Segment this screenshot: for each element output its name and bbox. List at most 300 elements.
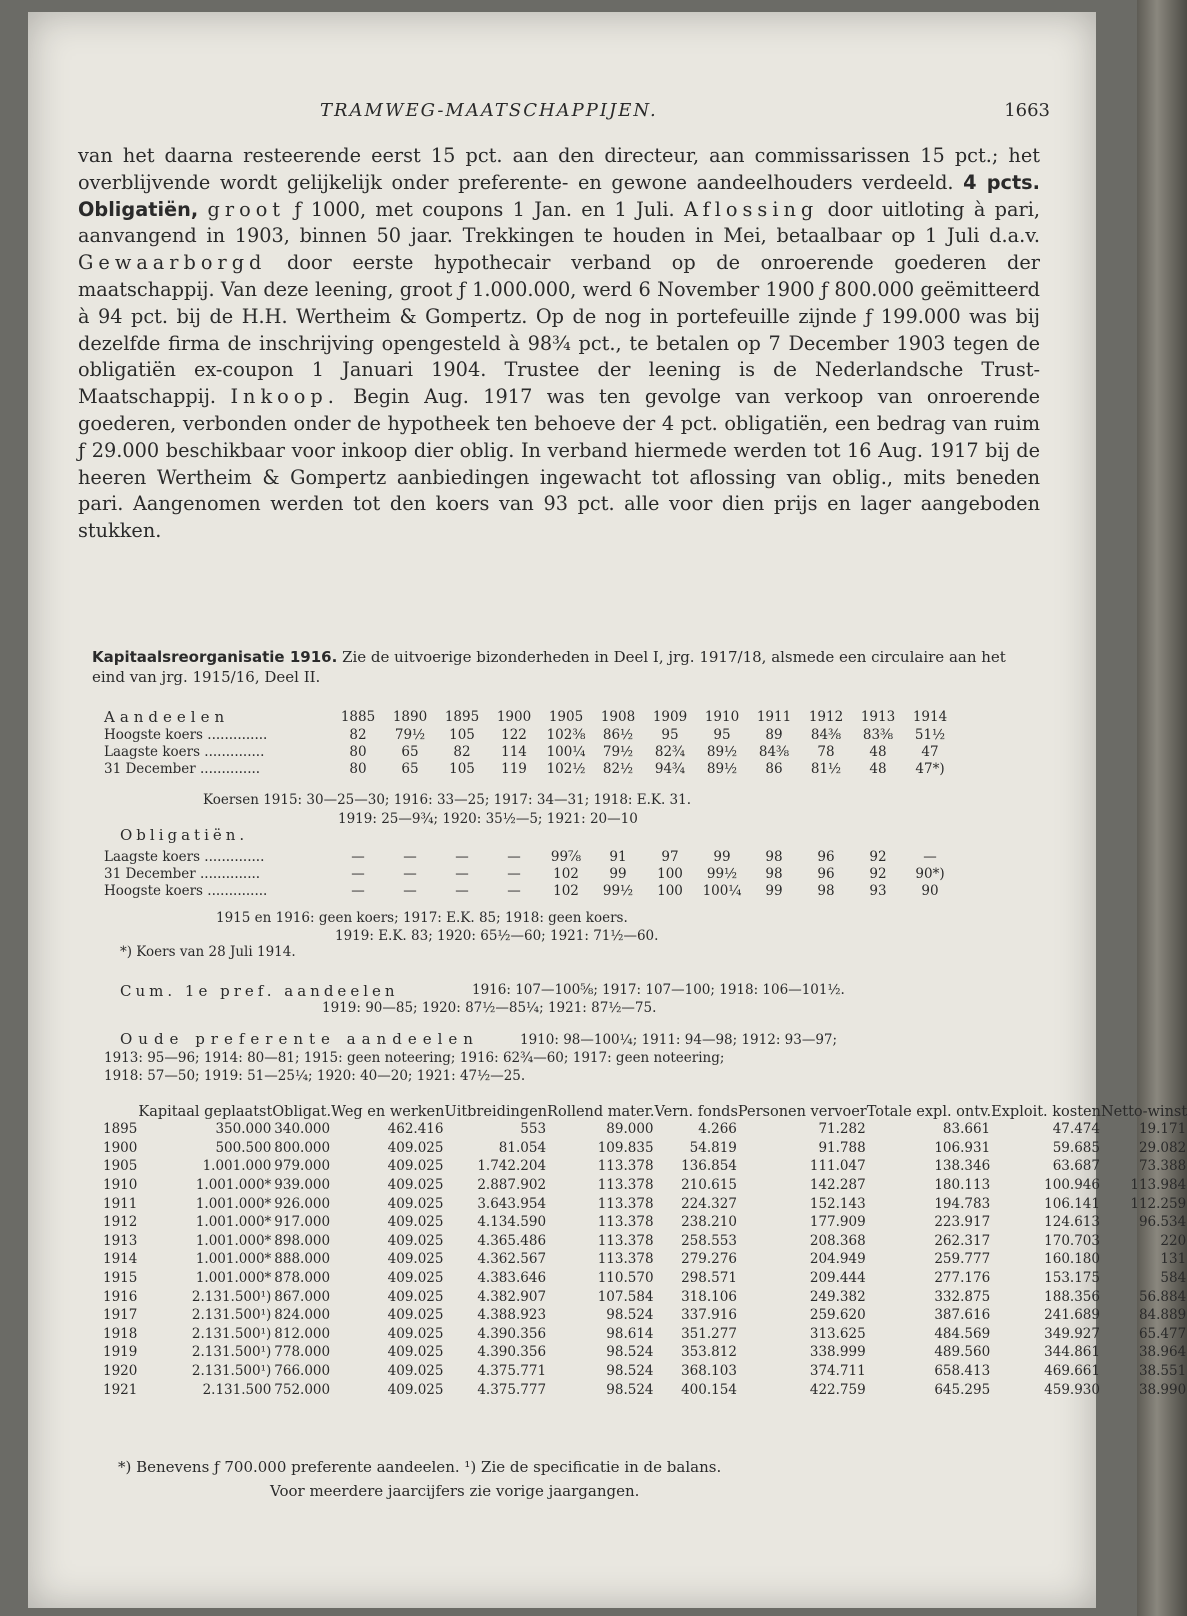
table-cell: 100 bbox=[657, 882, 683, 899]
table-cell: 351.277 bbox=[681, 1325, 737, 1342]
table-cell: 71.282 bbox=[818, 1121, 866, 1138]
table-cell: 100.946 bbox=[1044, 1177, 1100, 1194]
table-cell: 2.887.902 bbox=[477, 1177, 547, 1194]
table-cell: 99⅞ bbox=[550, 848, 582, 865]
table-cell: 1.001.000* bbox=[195, 1251, 272, 1268]
table-cell: 112.259 bbox=[1130, 1195, 1187, 1212]
table-cell: 89½ bbox=[706, 743, 738, 760]
table-cell: 409.025 bbox=[387, 1232, 444, 1249]
table-cell: — bbox=[455, 848, 469, 865]
table-cell: 926.000 bbox=[274, 1195, 331, 1212]
table-cell: 409.025 bbox=[387, 1363, 444, 1380]
table-cell: 19.171 bbox=[1138, 1121, 1187, 1138]
table-cell: 4.390.356 bbox=[477, 1344, 547, 1361]
table-cell: 119 bbox=[501, 760, 527, 777]
reorganisation-note: Kapitaalsreorganisatie 1916. Zie de uitvoerige bizonderheden in Deel I, jrg. 1917/18, alsmede een circulaire aan het eind van jrg. 1915/16, Deel II. bbox=[92, 648, 1006, 686]
oude-line-3: 1918: 57—50; 1919: 51—25¼; 1920: 40—20; 1921: 47½—25. bbox=[104, 1068, 526, 1084]
table-cell: 422.759 bbox=[809, 1381, 866, 1398]
table-row bbox=[102, 1306, 1187, 1325]
year-header: 1910 bbox=[704, 709, 740, 725]
table-cell: 188.356 bbox=[1044, 1288, 1100, 1305]
table-cell: 95 bbox=[713, 726, 731, 743]
table-cell: 878.000 bbox=[274, 1270, 331, 1287]
table-cell: 99 bbox=[609, 865, 627, 882]
table-cell: 80 bbox=[349, 760, 367, 777]
table-cell: 80 bbox=[349, 743, 367, 760]
table-cell: 500.500 bbox=[215, 1139, 272, 1156]
table-row bbox=[102, 1139, 1187, 1158]
table-cell: 65 bbox=[401, 760, 419, 777]
table-cell: 917.000 bbox=[274, 1214, 331, 1231]
table-cell: — bbox=[351, 848, 365, 865]
year-cell: 1917 bbox=[103, 1307, 138, 1324]
table-cell: 368.103 bbox=[681, 1363, 737, 1380]
table-cell: 238.210 bbox=[681, 1214, 737, 1231]
table-cell: 400.154 bbox=[681, 1381, 737, 1398]
table-cell: 84⅜ bbox=[758, 743, 790, 760]
table-cell: 113.378 bbox=[597, 1214, 654, 1231]
year-cell: 1911 bbox=[103, 1195, 138, 1212]
table-cell: 258.553 bbox=[681, 1232, 737, 1249]
table-cell: 2.131.500¹) bbox=[191, 1344, 272, 1361]
table-cell: 279.276 bbox=[681, 1251, 737, 1268]
year-cell: 1915 bbox=[103, 1270, 138, 1287]
table-cell: 177.909 bbox=[809, 1214, 866, 1231]
table-cell: 83.661 bbox=[942, 1121, 991, 1138]
year-cell: 1912 bbox=[103, 1214, 138, 1231]
table-cell: 110.570 bbox=[597, 1270, 654, 1287]
oude-label: Oude preferente aandeelen bbox=[120, 1030, 479, 1048]
table-cell: 48 bbox=[869, 743, 887, 760]
table-cell: 100¼ bbox=[546, 743, 586, 760]
table-cell: 59.685 bbox=[1052, 1139, 1100, 1156]
table-cell: 79½ bbox=[602, 743, 634, 760]
table-cell: 38.964 bbox=[1138, 1344, 1187, 1361]
table-cell: 90 bbox=[921, 882, 939, 899]
table-cell: — bbox=[403, 865, 417, 882]
table-cell: 387.616 bbox=[934, 1307, 991, 1324]
year-cell: 1919 bbox=[103, 1344, 138, 1361]
table-row bbox=[104, 760, 956, 777]
row-label: Hoogste koers .............. bbox=[104, 726, 268, 743]
table-cell: 898.000 bbox=[274, 1232, 331, 1249]
table-cell: 3.643.954 bbox=[477, 1195, 547, 1212]
table-cell: 812.000 bbox=[274, 1325, 331, 1342]
table-cell: 223.917 bbox=[934, 1214, 991, 1231]
table-cell: 204.949 bbox=[809, 1251, 866, 1268]
table-cell: 51½ bbox=[914, 726, 946, 743]
table-cell: 409.025 bbox=[387, 1344, 444, 1361]
table-row bbox=[102, 1194, 1187, 1213]
table-cell: 4.362.567 bbox=[477, 1251, 547, 1268]
table-row bbox=[104, 882, 956, 899]
column-header: Rollend mater. bbox=[547, 1104, 655, 1120]
table-cell: 1.001.000 bbox=[202, 1158, 272, 1175]
year-cell: 1910 bbox=[103, 1177, 138, 1194]
column-header: Uitbreidingen bbox=[444, 1104, 548, 1120]
page-header bbox=[90, 100, 1050, 130]
obligatien-heading: 4 pcts. Obligatiën, bbox=[78, 170, 1040, 221]
year-cell: 1918 bbox=[103, 1325, 138, 1342]
table-cell: 65.477 bbox=[1138, 1325, 1187, 1342]
table-cell: 1.001.000* bbox=[195, 1214, 272, 1231]
table-cell: 100 bbox=[657, 865, 683, 882]
table-cell: 409.025 bbox=[387, 1251, 444, 1268]
koersen-line-2: 1919: 25—9¾; 1920: 35½—5; 1921: 20—10 bbox=[338, 811, 638, 827]
table-cell: 259.620 bbox=[809, 1307, 866, 1324]
table-cell: 209.444 bbox=[809, 1270, 866, 1287]
bond-note-2: 1919: E.K. 83; 1920: 65½—60; 1921: 71½—60. bbox=[335, 928, 659, 944]
table-cell: 824.000 bbox=[274, 1307, 331, 1324]
table-row bbox=[102, 1325, 1187, 1344]
share-price-table bbox=[104, 708, 956, 777]
column-header: Obligat. bbox=[272, 1104, 332, 1120]
table-cell: 409.025 bbox=[387, 1139, 444, 1156]
intro-paragraph: van het daarna resteerende eerst 15 pct. aan den directeur, aan commissarissen 15 pct.; het overblijvende wordt gelijkelijk onder preferente- en gewone aandeelhouders verdeeld. 4 pcts. Obligatiën, groot ƒ 1000, met coupons 1 Jan. en 1 Juli. Aflossing door uitloting à pari, aanvangend in 1903, binnen 50 jaar. Trekkingen te houden in Mei, betaalbaar op 1 Juli d.a.v. Gewaarborgd door eerste hypothecair verband op de onroerende goederen der maatschappij. Van deze leening, groot ƒ 1.000.000, werd 6 November 1900 ƒ 800.000 geëmitteerd à 94 pct. bij de H.H. Wertheim & Gompertz. Op de nog in portefeuille zijnde ƒ 199.000 was bij dezelfde firma de inschrijving opengesteld à 98¾ pct., te betalen op 7 December 1903 tegen de obligatiën ex-coupon 1 Januari 1904. Trustee der leening is de Nederlandsche Trust-Maatschappij. Inkoop. Begin Aug. 1917 was ten gevolge van verkoop van onroerende goederen, verbonden onder de hypotheek ten behoeve der 4 pct. obligatiën, een bedrag van ruim ƒ 29.000 beschikbaar voor inkoop dier oblig. In verband hiermede werden tot 16 Aug. 1917 bij de heeren Wertheim & Gompertz aanbiedingen ingewacht tot aflossing van oblig., mits beneden pari. Aangenomen werden tot den koers van 93 pct. alle voor dien prijs en lager aangeboden stukken. bbox=[78, 144, 1040, 543]
year-cell: 1916 bbox=[103, 1288, 138, 1305]
table-cell: 98.524 bbox=[606, 1307, 654, 1324]
row-label: Laagste koers .............. bbox=[104, 848, 265, 865]
table-cell: — bbox=[455, 865, 469, 882]
table-row bbox=[104, 726, 956, 743]
table-cell: 194.783 bbox=[934, 1195, 991, 1212]
table-cell: 109.835 bbox=[597, 1139, 654, 1156]
column-header: Weg en werken bbox=[331, 1104, 445, 1120]
table-cell: 4.134.590 bbox=[477, 1214, 547, 1231]
table-cell: 752.000 bbox=[274, 1381, 331, 1398]
table-cell: 47 bbox=[921, 743, 939, 760]
table-cell: 90*) bbox=[915, 865, 945, 882]
row-label: Hoogste koers .............. bbox=[104, 882, 268, 899]
table-cell: 584 bbox=[1160, 1270, 1187, 1287]
table-row bbox=[102, 1343, 1187, 1362]
table-cell: 89 bbox=[765, 726, 783, 743]
column-header: Totale expl. ontv. bbox=[866, 1104, 992, 1120]
table-cell: 344.861 bbox=[1044, 1344, 1100, 1361]
table-row bbox=[102, 1176, 1187, 1195]
table-cell: — bbox=[507, 848, 521, 865]
row-label: 31 December .............. bbox=[104, 760, 261, 777]
table-cell: 4.390.356 bbox=[477, 1325, 547, 1342]
table-row bbox=[104, 743, 956, 760]
table-cell: 29.082 bbox=[1138, 1139, 1187, 1156]
year-header: 1912 bbox=[808, 709, 844, 725]
table-cell: 2.131.500¹) bbox=[191, 1363, 272, 1380]
table-row bbox=[102, 1269, 1187, 1288]
table-cell: 1.001.000* bbox=[195, 1195, 272, 1212]
financial-footnote: *) Benevens ƒ 700.000 preferente aandeelen. ¹) Zie de specificatie in de balans. bbox=[118, 1458, 722, 1476]
table-row bbox=[104, 865, 956, 882]
table-cell: 102 bbox=[553, 865, 579, 882]
year-header: 1885 bbox=[340, 709, 376, 725]
table-cell: 142.287 bbox=[809, 1177, 866, 1194]
year-header: 1900 bbox=[496, 709, 532, 725]
table-cell: 113.378 bbox=[597, 1158, 654, 1175]
table-cell: 73.388 bbox=[1138, 1158, 1187, 1175]
closing-note: Voor meerdere jaarcijfers zie vorige jaargangen. bbox=[270, 1482, 640, 1500]
oude-line-1: 1910: 98—100¼; 1911: 94—98; 1912: 93—97; bbox=[520, 1032, 838, 1048]
table-cell: 1.742.204 bbox=[477, 1158, 547, 1175]
table-cell: 89.000 bbox=[606, 1121, 654, 1138]
table-cell: — bbox=[923, 848, 937, 865]
table-cell: 1.001.000* bbox=[195, 1270, 272, 1287]
table-cell: 82½ bbox=[602, 760, 634, 777]
table-cell: 82 bbox=[453, 743, 471, 760]
koersen-line-1: Koersen 1915: 30—25—30; 1916: 33—25; 1917: 34—31; 1918: E.K. 31. bbox=[203, 792, 692, 808]
table-cell: 800.000 bbox=[274, 1139, 331, 1156]
table-cell: 224.327 bbox=[681, 1195, 737, 1212]
year-header: 1890 bbox=[392, 709, 428, 725]
table-cell: 332.875 bbox=[934, 1288, 991, 1305]
table-cell: 113.378 bbox=[597, 1232, 654, 1249]
table-cell: 4.266 bbox=[698, 1121, 737, 1138]
table-cell: 106.931 bbox=[934, 1139, 991, 1156]
table-cell: — bbox=[351, 882, 365, 899]
table-row bbox=[102, 1287, 1187, 1306]
year-header: 1905 bbox=[548, 709, 584, 725]
table-cell: 298.571 bbox=[681, 1270, 737, 1287]
cum-line-2: 1919: 90—85; 1920: 87½—85¼; 1921: 87½—75. bbox=[322, 1000, 657, 1016]
table-row bbox=[102, 1232, 1187, 1251]
bond-note-1: 1915 en 1916: geen koers; 1917: E.K. 85; 1918: geen koers. bbox=[216, 910, 628, 926]
table-cell: 113.378 bbox=[597, 1251, 654, 1268]
table-cell: 778.000 bbox=[274, 1344, 331, 1361]
bond-price-table bbox=[104, 848, 956, 899]
table-cell: 553 bbox=[520, 1121, 547, 1138]
table-cell: 338.999 bbox=[809, 1344, 866, 1361]
table-cell: 98 bbox=[817, 882, 835, 899]
table-cell: — bbox=[455, 882, 469, 899]
table-cell: 170.703 bbox=[1044, 1232, 1100, 1249]
table-cell: 114 bbox=[501, 743, 527, 760]
table-cell: 153.175 bbox=[1044, 1270, 1100, 1287]
table-cell: 99½ bbox=[602, 882, 634, 899]
year-header: 1914 bbox=[912, 709, 948, 725]
column-header: Kapitaal geplaatst bbox=[138, 1104, 273, 1120]
table-cell: 105 bbox=[449, 760, 475, 777]
table-cell: — bbox=[507, 882, 521, 899]
table-cell: 349.927 bbox=[1044, 1325, 1100, 1342]
table-cell: 124.613 bbox=[1044, 1214, 1100, 1231]
table-cell: 1.001.000* bbox=[195, 1232, 272, 1249]
table-row bbox=[104, 708, 956, 726]
year-header: 1908 bbox=[600, 709, 636, 725]
table-cell: 63.687 bbox=[1052, 1158, 1100, 1175]
table-cell: — bbox=[403, 848, 417, 865]
table-cell: 409.025 bbox=[387, 1195, 444, 1212]
table-cell: 92 bbox=[869, 865, 887, 882]
table-cell: 107.584 bbox=[597, 1288, 654, 1305]
financial-table bbox=[102, 1104, 1187, 1399]
table-cell: — bbox=[507, 865, 521, 882]
column-header: Vern. fonds bbox=[654, 1104, 738, 1120]
table-cell: 111.047 bbox=[809, 1158, 866, 1175]
cum-line-1: 1916: 107—100⅝; 1917: 107—100; 1918: 106—101½. bbox=[472, 982, 845, 998]
table-cell: 83⅜ bbox=[862, 726, 894, 743]
table-cell: 102 bbox=[553, 882, 579, 899]
year-cell: 1905 bbox=[103, 1158, 138, 1175]
table-cell: 484.569 bbox=[934, 1325, 991, 1342]
table-cell: 99 bbox=[713, 848, 731, 865]
table-cell: 249.382 bbox=[809, 1288, 866, 1305]
aandeelen-label: Aandeelen bbox=[104, 708, 230, 726]
table-cell: 65 bbox=[401, 743, 419, 760]
table-cell: 105 bbox=[449, 726, 475, 743]
table-cell: 38.990 bbox=[1138, 1381, 1187, 1398]
table-cell: 113.378 bbox=[597, 1177, 654, 1194]
table-cell: 152.143 bbox=[809, 1195, 866, 1212]
table-cell: 47*) bbox=[915, 760, 945, 777]
table-cell: 409.025 bbox=[387, 1270, 444, 1287]
table-cell: 489.560 bbox=[934, 1344, 991, 1361]
table-cell: 353.812 bbox=[681, 1344, 737, 1361]
row-label: 31 December .............. bbox=[104, 865, 261, 882]
table-cell: 89½ bbox=[706, 760, 738, 777]
table-cell: 54.819 bbox=[689, 1139, 737, 1156]
table-cell: 96.534 bbox=[1138, 1214, 1187, 1231]
table-cell: 645.295 bbox=[934, 1381, 991, 1398]
table-cell: 208.368 bbox=[809, 1232, 866, 1249]
table-cell: 409.025 bbox=[387, 1325, 444, 1342]
year-header: 1909 bbox=[652, 709, 688, 725]
table-cell: 86 bbox=[765, 760, 783, 777]
table-cell: 86½ bbox=[602, 726, 634, 743]
table-cell: 337.916 bbox=[681, 1307, 737, 1324]
page-number: 1663 bbox=[1004, 100, 1050, 121]
table-cell: 106.141 bbox=[1044, 1195, 1100, 1212]
table-row bbox=[104, 848, 956, 865]
table-cell: 96 bbox=[817, 848, 835, 865]
table-cell: 409.025 bbox=[387, 1381, 444, 1398]
table-cell: 313.625 bbox=[809, 1325, 866, 1342]
table-cell: 318.106 bbox=[681, 1288, 737, 1305]
table-cell: 98.524 bbox=[606, 1363, 654, 1380]
row-label: Laagste koers .............. bbox=[104, 743, 265, 760]
table-cell: 888.000 bbox=[274, 1251, 331, 1268]
table-cell: 241.689 bbox=[1044, 1307, 1100, 1324]
table-cell: 658.413 bbox=[934, 1363, 991, 1380]
reorg-heading: Kapitaalsreorganisatie 1916. bbox=[92, 648, 338, 666]
table-cell: 4.383.646 bbox=[477, 1270, 547, 1287]
table-cell: 91.788 bbox=[818, 1139, 866, 1156]
table-cell: 4.388.923 bbox=[477, 1307, 547, 1324]
column-header bbox=[102, 1104, 138, 1120]
table-cell: — bbox=[351, 865, 365, 882]
table-cell: 409.025 bbox=[387, 1158, 444, 1175]
table-cell: 94¾ bbox=[654, 760, 686, 777]
table-cell: 81.054 bbox=[498, 1139, 547, 1156]
table-cell: 210.615 bbox=[681, 1177, 737, 1194]
table-cell: 4.375.777 bbox=[477, 1381, 547, 1398]
cum-label: Cum. 1e pref. aandeelen bbox=[120, 982, 399, 1000]
table-cell: 867.000 bbox=[274, 1288, 331, 1305]
year-header: 1895 bbox=[444, 709, 480, 725]
table-cell: 82¾ bbox=[654, 743, 686, 760]
table-cell: 92 bbox=[869, 848, 887, 865]
year-cell: 1913 bbox=[103, 1232, 138, 1249]
obligatien-label: Obligatiën. bbox=[120, 826, 249, 844]
table-cell: 462.416 bbox=[387, 1121, 444, 1138]
oude-line-2: 1913: 95—96; 1914: 80—81; 1915: geen noteering; 1916: 62¾—60; 1917: geen noteering; bbox=[104, 1050, 725, 1066]
table-cell: 100¼ bbox=[702, 882, 742, 899]
table-cell: 766.000 bbox=[274, 1363, 331, 1380]
table-cell: 81½ bbox=[810, 760, 842, 777]
table-cell: 98 bbox=[765, 848, 783, 865]
table-cell: 91 bbox=[609, 848, 627, 865]
bond-footnote: *) Koers van 28 Juli 1914. bbox=[120, 944, 296, 960]
table-cell: 259.777 bbox=[934, 1251, 991, 1268]
table-cell: 82 bbox=[349, 726, 367, 743]
column-header: Netto-winst bbox=[1100, 1104, 1187, 1120]
table-cell: 79½ bbox=[394, 726, 426, 743]
table-cell: 95 bbox=[661, 726, 679, 743]
table-cell: 979.000 bbox=[274, 1158, 331, 1175]
table-cell: 469.661 bbox=[1044, 1363, 1100, 1380]
table-cell: 277.176 bbox=[934, 1270, 991, 1287]
table-cell: — bbox=[403, 882, 417, 899]
table-cell: 98.524 bbox=[606, 1344, 654, 1361]
table-cell: 2.131.500¹) bbox=[191, 1307, 272, 1324]
table-cell: 122 bbox=[501, 726, 527, 743]
table-cell: 99 bbox=[765, 882, 783, 899]
table-cell: 38.551 bbox=[1138, 1363, 1187, 1380]
table-cell: 340.000 bbox=[274, 1121, 331, 1138]
table-cell: 113.378 bbox=[597, 1195, 654, 1212]
table-cell: 4.365.486 bbox=[477, 1232, 547, 1249]
table-row bbox=[102, 1120, 1187, 1139]
year-cell: 1914 bbox=[103, 1251, 138, 1268]
table-cell: 459.930 bbox=[1044, 1381, 1100, 1398]
table-cell: 102½ bbox=[546, 760, 586, 777]
table-cell: 138.346 bbox=[934, 1158, 991, 1175]
table-cell: 93 bbox=[869, 882, 887, 899]
table-cell: 97 bbox=[661, 848, 679, 865]
table-cell: 409.025 bbox=[387, 1214, 444, 1231]
column-header: Exploit. kosten bbox=[991, 1104, 1101, 1120]
table-cell: 409.025 bbox=[387, 1307, 444, 1324]
table-cell: 98 bbox=[765, 865, 783, 882]
table-cell: 136.854 bbox=[681, 1158, 737, 1175]
table-cell: 2.131.500¹) bbox=[191, 1288, 272, 1305]
year-header: 1911 bbox=[756, 709, 792, 725]
table-cell: 113.984 bbox=[1130, 1177, 1187, 1194]
table-cell: 48 bbox=[869, 760, 887, 777]
table-cell: 102⅜ bbox=[546, 726, 586, 743]
table-row bbox=[102, 1362, 1187, 1381]
table-cell: 374.711 bbox=[809, 1363, 866, 1380]
table-cell: 131 bbox=[1160, 1251, 1187, 1268]
table-cell: 1.001.000* bbox=[195, 1177, 272, 1194]
year-header: 1913 bbox=[860, 709, 896, 725]
table-cell: 220 bbox=[1160, 1232, 1187, 1249]
table-cell: 84.889 bbox=[1138, 1307, 1187, 1324]
table-cell: 98.524 bbox=[606, 1381, 654, 1398]
column-header: Personen vervoer bbox=[737, 1104, 867, 1120]
table-row bbox=[102, 1250, 1187, 1269]
table-cell: 180.113 bbox=[934, 1177, 991, 1194]
table-cell: 2.131.500 bbox=[202, 1381, 272, 1398]
table-cell: 939.000 bbox=[274, 1177, 331, 1194]
table-cell: 78 bbox=[817, 743, 835, 760]
table-cell: 56.884 bbox=[1138, 1288, 1187, 1305]
table-cell: 4.375.771 bbox=[477, 1363, 547, 1380]
table-cell: 350.000 bbox=[215, 1121, 272, 1138]
table-cell: 160.180 bbox=[1044, 1251, 1100, 1268]
table-row bbox=[102, 1157, 1187, 1176]
year-cell: 1921 bbox=[103, 1381, 138, 1398]
table-cell: 2.131.500¹) bbox=[191, 1325, 272, 1342]
table-cell: 84⅜ bbox=[810, 726, 842, 743]
